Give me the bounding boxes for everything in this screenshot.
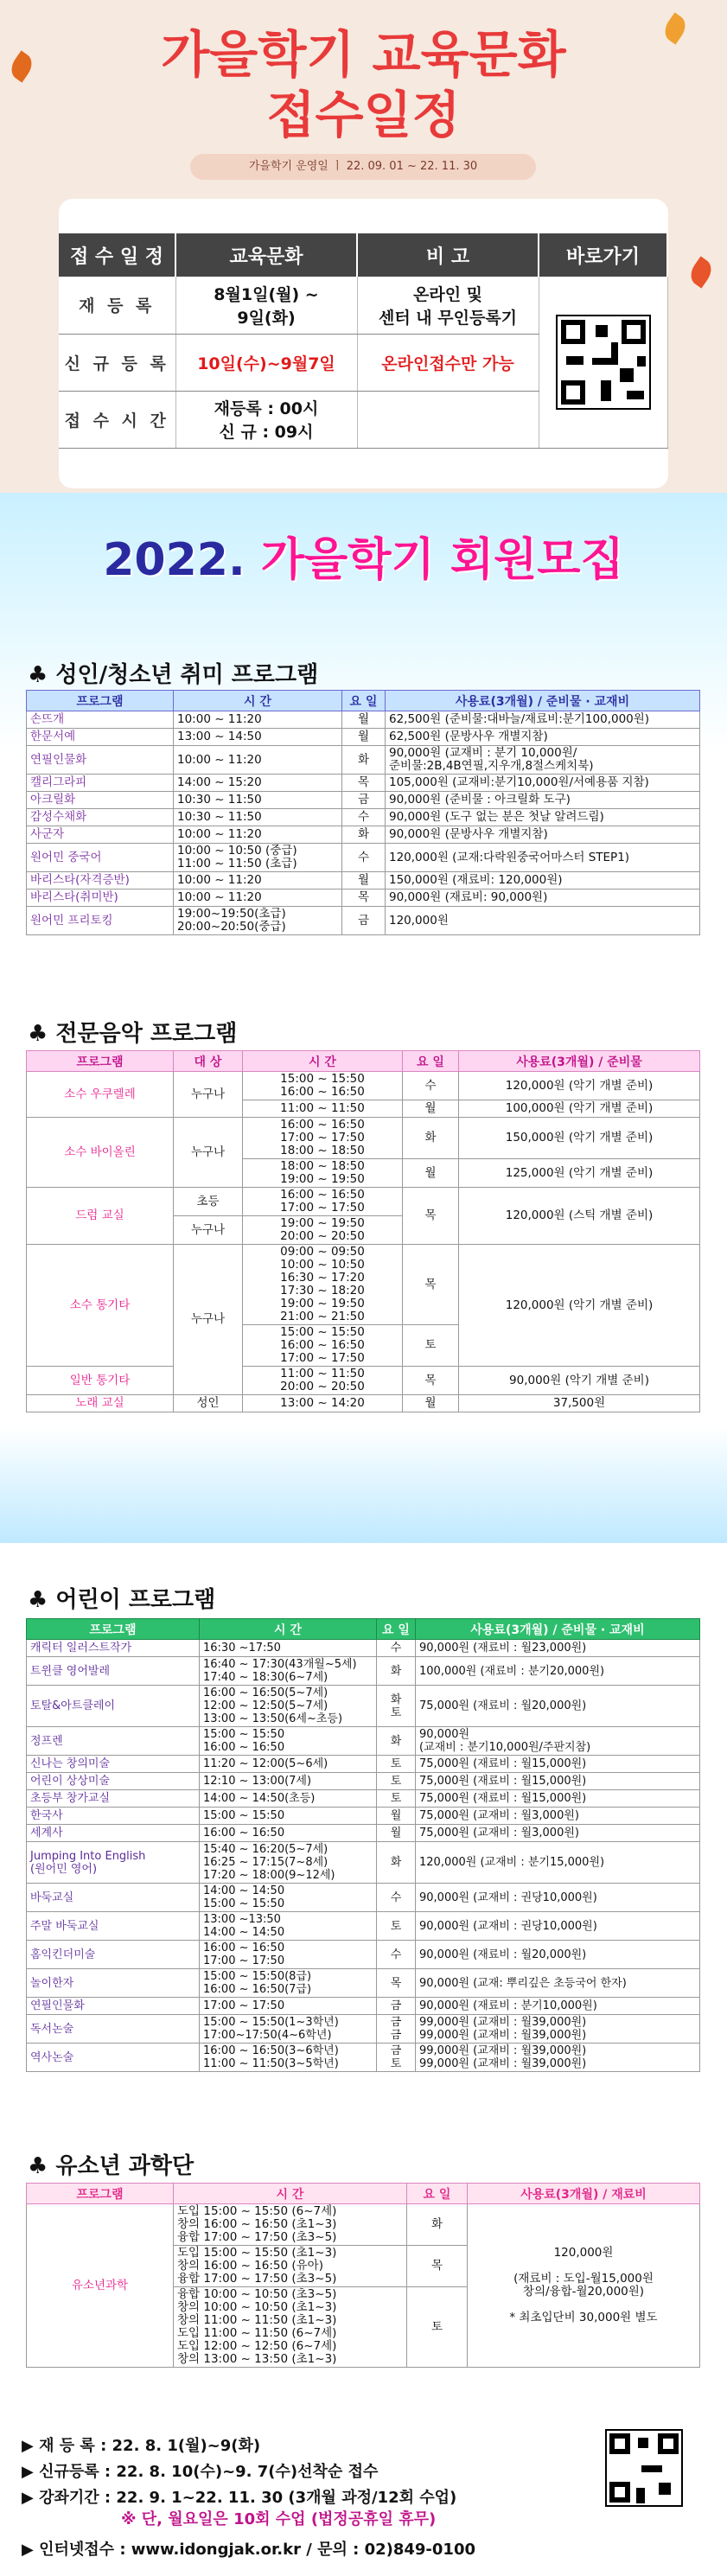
col-header: 사용료(3개월) / 준비물 · 교재비 xyxy=(416,1619,700,1640)
fee: 90,000원 (재료비 : 분기10,000원) xyxy=(416,1998,700,2015)
edu-date: 10일(수)~9월7일 xyxy=(175,334,357,391)
fee: 120,000원 (교재비 : 분기15,000원) xyxy=(416,1842,700,1884)
time: 18:00 ~ 18:50 19:00 ~ 19:50 xyxy=(243,1159,403,1188)
fee: 90,000원 (준비물 : 아크릴화 도구) xyxy=(386,792,700,809)
table-row xyxy=(27,844,700,872)
footer-line: ※ 단, 월요일은 10회 수업 (법정공휴일 휴무) xyxy=(121,2510,437,2528)
program-name: 연필인물화 xyxy=(27,1998,200,2015)
day: 월 xyxy=(377,1825,416,1842)
fee: 150,000원 (재료비: 120,000원) xyxy=(386,872,700,889)
table-row xyxy=(27,1941,700,1969)
col-header: 교육문화 xyxy=(175,233,357,277)
fee: 90,000원 (교재: 뿌리깊은 초등국어 한자) xyxy=(416,1969,700,1998)
program-name: 노래 교실 xyxy=(27,1395,174,1412)
fee: 62,500원 (준비물:대바늘/재료비:분기100,000원) xyxy=(386,711,700,729)
day: 화 xyxy=(342,826,386,844)
fee: 37,500원 xyxy=(459,1395,700,1412)
time: 09:00 ~ 09:50 10:00 ~ 10:50 16:30 ~ 17:20 17:30 ~ 18:20 19:00 ~ 19:50 21:00 ~ 21:50 xyxy=(243,1245,403,1325)
table-row xyxy=(27,889,700,907)
table-row xyxy=(27,792,700,809)
fee: 75,000원 (재료비 : 월15,000원) xyxy=(416,1756,700,1773)
day: 화 xyxy=(377,1842,416,1884)
table-row xyxy=(27,826,700,844)
table-row xyxy=(27,1998,700,2015)
day: 월 xyxy=(377,1808,416,1825)
edu-date: 재등록 : 00시 신 규 : 09시 xyxy=(175,391,357,448)
program-name: 소수 우쿠렐레 xyxy=(27,1072,174,1118)
target: 누구나 xyxy=(174,1118,243,1188)
time: 19:00~19:50(초급) 20:00~20:50(중급) xyxy=(174,907,342,935)
time: 16:00 ~ 16:50 17:00 ~ 17:50 xyxy=(243,1188,403,1216)
day: 수 xyxy=(342,809,386,826)
time: 15:40 ~ 16:20(5~7세) 16:25 ~ 17:15(7~8세) 17:20 ~ 18:00(9~12세) xyxy=(200,1842,377,1884)
day: 화 토 xyxy=(377,1686,416,1727)
semester-period: 가을학기 운영일 ㅣ 22. 09. 01 ~ 22. 11. 30 xyxy=(190,154,536,180)
time: 10:00 ~ 10:50 (중급) 11:00 ~ 11:50 (초급) xyxy=(174,844,342,872)
day: 토 xyxy=(403,1325,459,1367)
table-row xyxy=(27,2015,700,2044)
fee: 99,000원 (교재비 : 월39,000원) 99,000원 (교재비 : 월39,000원) xyxy=(416,2015,700,2044)
day: 목 xyxy=(407,2246,468,2287)
program-name: 놀이한자 xyxy=(27,1969,200,1998)
table-row xyxy=(27,1969,700,1998)
time: 14:00 ~ 14:50(초등) xyxy=(200,1790,377,1808)
day: 목 xyxy=(342,889,386,907)
day: 화 xyxy=(342,746,386,775)
day: 화 xyxy=(407,2204,468,2246)
col-header: 프로그램 xyxy=(27,691,174,711)
col-header: 요 일 xyxy=(342,691,386,711)
row-label: 접 수 시 간 xyxy=(59,391,175,448)
fee: 90,000원 (재료비: 90,000원) xyxy=(386,889,700,907)
kids-table xyxy=(26,1618,700,2072)
table-row xyxy=(27,1727,700,1756)
day: 토 xyxy=(407,2287,468,2368)
music-table xyxy=(26,1050,700,1412)
time: 도입 15:00 ~ 15:50 (초1~3) 창의 16:00 ~ 16:50 (유아) 융합 17:00 ~ 17:50 (초3~5) xyxy=(174,2246,407,2287)
day: 목 xyxy=(403,1188,459,1245)
program-name: 소수 통기타 xyxy=(27,1245,174,1367)
time: 16:00 ~ 16:50(5~7세) 12:00 ~ 12:50(5~7세) 13:00 ~ 13:50(6세~초등) xyxy=(200,1686,377,1727)
fee: 90,000원 (도구 없는 분은 첫날 알려드림) xyxy=(386,809,700,826)
day: 월 xyxy=(342,711,386,729)
day: 목 xyxy=(377,1969,416,1998)
target: 누구나 xyxy=(174,1216,243,1245)
registration-table xyxy=(59,233,668,449)
program-name: 연필인물화 xyxy=(27,746,174,775)
kids-heading: ♣ 어린이 프로그램 xyxy=(28,1587,216,1613)
day: 토 xyxy=(377,1773,416,1790)
time: 12:10 ~ 13:00(7세) xyxy=(200,1773,377,1790)
col-header: 비 고 xyxy=(357,233,539,277)
table-row xyxy=(27,1773,700,1790)
program-name: 신나는 창의미술 xyxy=(27,1756,200,1773)
day: 화 xyxy=(377,1657,416,1686)
time: 도입 15:00 ~ 15:50 (6~7세) 창의 16:00 ~ 16:50 (초1~3) 융합 17:00 ~ 17:50 (초3~5) xyxy=(174,2204,407,2246)
time: 16:00 ~ 16:50 17:00 ~ 17:50 18:00 ~ 18:50 xyxy=(243,1118,403,1159)
program-name: 초등부 창가교실 xyxy=(27,1790,200,1808)
time: 11:00 ~ 11:50 20:00 ~ 20:50 xyxy=(243,1367,403,1395)
col-header: 바로가기 xyxy=(539,233,667,277)
adult-table xyxy=(26,690,700,935)
time: 14:00 ~ 14:50 15:00 ~ 15:50 xyxy=(200,1884,377,1912)
time: 15:00 ~ 15:50 xyxy=(200,1808,377,1825)
time: 15:00 ~ 15:50 16:00 ~ 16:50 xyxy=(200,1727,377,1756)
col-header: 시 간 xyxy=(200,1619,377,1640)
time: 10:00 ~ 11:20 xyxy=(174,711,342,729)
day: 토 xyxy=(377,1912,416,1941)
col-header: 요 일 xyxy=(407,2184,468,2204)
target: 초등 xyxy=(174,1188,243,1216)
fee: 90,000원 (교재비 : 분기10,000원/주판지참) xyxy=(416,1727,700,1756)
program-name: 유소년과학 xyxy=(27,2204,174,2368)
table-row xyxy=(27,775,700,792)
time: 16:00 ~ 16:50 xyxy=(200,1825,377,1842)
target: 누구나 xyxy=(174,1245,243,1395)
qr-code-icon[interactable] xyxy=(605,2429,683,2507)
col-header: 시 간 xyxy=(243,1051,403,1072)
day: 수 xyxy=(377,1941,416,1969)
time: 11:00 ~ 11:50 xyxy=(243,1100,403,1118)
program-name: 트윈클 영어발레 xyxy=(27,1657,200,1686)
program-name: 감성수채화 xyxy=(27,809,174,826)
program-name: 바둑교실 xyxy=(27,1884,200,1912)
table-row xyxy=(27,1640,700,1657)
program-name: 캐릭터 일러스트작가 xyxy=(27,1640,200,1657)
time: 13:00 ~13:50 14:00 ~ 14:50 xyxy=(200,1912,377,1941)
program-name: 소수 바이올린 xyxy=(27,1118,174,1188)
science-heading: ♣ 유소년 과학단 xyxy=(28,2153,195,2179)
table-row xyxy=(27,746,700,775)
fee: 120,000원 (악기 개별 준비) xyxy=(459,1245,700,1367)
time: 10:00 ~ 11:20 xyxy=(174,889,342,907)
time: 19:00 ~ 19:50 20:00 ~ 20:50 xyxy=(243,1216,403,1245)
page-title: 가을학기 교육문화 접수일정 xyxy=(161,25,566,144)
day: 금 xyxy=(377,1998,416,2015)
fee: 75,000원 (재료비 : 월20,000원) xyxy=(416,1686,700,1727)
program-name: 주말 바둑교실 xyxy=(27,1912,200,1941)
time: 10:30 ~ 11:50 xyxy=(174,809,342,826)
fee: 62,500원 (문방사우 개별지참) xyxy=(386,729,700,746)
fee: 120,000원 (스틱 개별 준비) xyxy=(459,1188,700,1245)
fee: 75,000원 (교재비 : 월3,000원) xyxy=(416,1825,700,1842)
program-name: 드럼 교실 xyxy=(27,1188,174,1245)
col-header: 대 상 xyxy=(174,1051,243,1072)
day: 월 xyxy=(403,1395,459,1412)
table-row xyxy=(27,1808,700,1825)
fee: 120,000원 (악기 개별 준비) xyxy=(459,1072,700,1100)
time: 10:30 ~ 11:50 xyxy=(174,792,342,809)
day: 금 xyxy=(342,792,386,809)
target: 누구나 xyxy=(174,1072,243,1118)
program-name: 역사논술 xyxy=(27,2044,200,2072)
time: 16:30 ~17:50 xyxy=(200,1640,377,1657)
time: 11:20 ~ 12:00(5~6세) xyxy=(200,1756,377,1773)
day: 수 xyxy=(342,844,386,872)
table-row xyxy=(27,1912,700,1941)
time: 10:00 ~ 11:20 xyxy=(174,826,342,844)
program-name: 원어민 중국어 xyxy=(27,844,174,872)
program-name: Jumping Into English (원어민 영어) xyxy=(27,1842,200,1884)
program-name: 정프렌 xyxy=(27,1727,200,1756)
table-row xyxy=(27,1884,700,1912)
table-row xyxy=(27,2044,700,2072)
fee: 90,000원 (교재비 : 분기 10,000원/ 준비물:2B,4B연필,지우개,8절스케치북) xyxy=(386,746,700,775)
footer-line: ▶ 재 등 록 : 22. 8. 1(월)~9(화) xyxy=(22,2437,261,2455)
time: 16:40 ~ 17:30(43개월~5세) 17:40 ~ 18:30(6~7세) xyxy=(200,1657,377,1686)
note: 온라인 및 센터 내 무인등록기 xyxy=(357,277,539,334)
table-row xyxy=(27,1790,700,1808)
time: 17:00 ~ 17:50 xyxy=(200,1998,377,2015)
program-name: 일반 통기타 xyxy=(27,1367,174,1395)
table-row xyxy=(27,809,700,826)
time: 융합 10:00 ~ 10:50 (초3~5) 창의 10:00 ~ 10:50 (초1~3) 창의 11:00 ~ 11:50 (초1~3) 도입 11:00 ~ 11:50 (6~7세) 도입 12:00 ~ 12:50 (6~7세) 창의 13:00 ~ 13:50 (초1~3) xyxy=(174,2287,407,2368)
program-name: 한국사 xyxy=(27,1808,200,1825)
time: 13:00 ~ 14:20 xyxy=(243,1395,403,1412)
program-name: 세계사 xyxy=(27,1825,200,1842)
fee: 150,000원 (악기 개별 준비) xyxy=(459,1118,700,1159)
time: 10:00 ~ 11:20 xyxy=(174,872,342,889)
time: 13:00 ~ 14:50 xyxy=(174,729,342,746)
music-heading: ♣ 전문음악 프로그램 xyxy=(28,1021,238,1047)
fee: 90,000원 (교재비 : 권당10,000원) xyxy=(416,1912,700,1941)
program-name: 원어민 프리토킹 xyxy=(27,907,174,935)
time: 15:00 ~ 15:50(8급) 16:00 ~ 16:50(7급) xyxy=(200,1969,377,1998)
col-header: 요 일 xyxy=(377,1619,416,1640)
day: 금 xyxy=(342,907,386,935)
program-name: 바리스타(취미반) xyxy=(27,889,174,907)
fee: 120,000원 (재료비 : 도입-월15,000원 창의/융합-월20,000원) * 최초입단비 30,000원 별도 xyxy=(468,2204,700,2368)
time: 15:00 ~ 15:50 16:00 ~ 16:50 17:00 ~ 17:50 xyxy=(243,1325,403,1367)
time: 16:00 ~ 16:50(3~6학년) 11:00 ~ 11:50(3~5학년) xyxy=(200,2044,377,2072)
table-row xyxy=(27,711,700,729)
table-row xyxy=(27,729,700,746)
day: 목 xyxy=(342,775,386,792)
day: 목 xyxy=(403,1245,459,1325)
fee: 75,000원 (재료비 : 월15,000원) xyxy=(416,1773,700,1790)
col-header: 시 간 xyxy=(174,2184,407,2204)
day: 화 xyxy=(403,1118,459,1159)
day: 토 xyxy=(377,1790,416,1808)
footer-line[interactable]: ▶ 인터넷접수 : www.idongjak.or.kr / 문의 : 02)849-0100 xyxy=(22,2541,475,2559)
fee: 100,000원 (악기 개별 준비) xyxy=(459,1100,700,1118)
col-header: 시 간 xyxy=(174,691,342,711)
table-row xyxy=(27,1657,700,1686)
day: 목 xyxy=(403,1367,459,1395)
table-row xyxy=(27,1686,700,1727)
program-name: 바리스타(자격증반) xyxy=(27,872,174,889)
table-row xyxy=(27,907,700,935)
fee: 90,000원 (교재비 : 권당10,000원) xyxy=(416,1884,700,1912)
day: 월 xyxy=(342,729,386,746)
fee: 90,000원 (재료비 : 월20,000원) xyxy=(416,1941,700,1969)
time: 16:00 ~ 16:50 17:00 ~ 17:50 xyxy=(200,1941,377,1969)
fee: 90,000원 (재료비 : 월23,000원) xyxy=(416,1640,700,1657)
day: 수 xyxy=(377,1884,416,1912)
fee: 99,000원 (교재비 : 월39,000원) 99,000원 (교재비 : 월39,000원) xyxy=(416,2044,700,2072)
program-name: 토탈&아트클레이 xyxy=(27,1686,200,1727)
time: 15:00 ~ 15:50(1~3학년) 17:00~17:50(4~6학년) xyxy=(200,2015,377,2044)
program-name: 독서논술 xyxy=(27,2015,200,2044)
fee: 100,000원 (재료비 : 분기20,000원) xyxy=(416,1657,700,1686)
fee: 75,000원 (재료비 : 월15,000원) xyxy=(416,1790,700,1808)
footer-line: ▶ 강좌기간 : 22. 9. 1~22. 11. 30 (3개월 과정/12회 수업) xyxy=(22,2489,457,2507)
fee: 90,000원 (악기 개별 준비) xyxy=(459,1367,700,1395)
col-header: 사용료(3개월) / 준비물 xyxy=(459,1051,700,1072)
table-row xyxy=(27,1842,700,1884)
note xyxy=(357,391,539,448)
note: 온라인접수만 가능 xyxy=(357,334,539,391)
program-name: 아크릴화 xyxy=(27,792,174,809)
table-row xyxy=(27,872,700,889)
col-header: 사용료(3개월) / 재료비 xyxy=(468,2184,700,2204)
col-header: 프로그램 xyxy=(27,1619,200,1640)
row-label: 재 등 록 xyxy=(59,277,175,334)
col-header: 요 일 xyxy=(403,1051,459,1072)
time: 14:00 ~ 15:20 xyxy=(174,775,342,792)
qr-code-icon[interactable] xyxy=(556,315,651,410)
day: 금 토 xyxy=(377,2044,416,2072)
col-header: 사용료(3개월) / 준비물 · 교재비 xyxy=(386,691,700,711)
fee: 90,000원 (문방사우 개별지참) xyxy=(386,826,700,844)
program-name: 홈익킨더미술 xyxy=(27,1941,200,1969)
day: 수 xyxy=(377,1640,416,1657)
time: 15:00 ~ 15:50 16:00 ~ 16:50 xyxy=(243,1072,403,1100)
footer-line: ▶ 신규등록 : 22. 8. 10(수)~9. 7(수)선착순 접수 xyxy=(22,2463,379,2481)
program-name: 손뜨개 xyxy=(27,711,174,729)
maple-leaf-icon xyxy=(686,256,716,288)
time: 10:00 ~ 11:20 xyxy=(174,746,342,775)
qr-cell xyxy=(539,277,667,448)
program-name: 한문서예 xyxy=(27,729,174,746)
day: 토 xyxy=(377,1756,416,1773)
fee: 120,000원 xyxy=(386,907,700,935)
program-name: 어린이 상상미술 xyxy=(27,1773,200,1790)
col-header: 프로그램 xyxy=(27,1051,174,1072)
day: 수 xyxy=(403,1072,459,1100)
col-header: 접 수 일 정 xyxy=(59,233,175,277)
edu-date: 8월1일(월) ~ 9일(화) xyxy=(175,277,357,334)
day: 금 금 xyxy=(377,2015,416,2044)
col-header: 프로그램 xyxy=(27,2184,174,2204)
day: 화 xyxy=(377,1727,416,1756)
target: 성인 xyxy=(174,1395,243,1412)
science-table xyxy=(26,2183,700,2368)
day: 월 xyxy=(403,1159,459,1188)
fee: 75,000원 (교재비 : 월3,000원) xyxy=(416,1808,700,1825)
fee: 120,000원 (교재:다락원중국어마스터 STEP1) xyxy=(386,844,700,872)
row-label: 신 규 등 록 xyxy=(59,334,175,391)
fee: 125,000원 (악기 개별 준비) xyxy=(459,1159,700,1188)
adult-heading: ♣ 성인/청소년 취미 프로그램 xyxy=(28,662,319,688)
recruit-banner: 2022. 가을학기 회원모집 xyxy=(103,534,624,586)
program-name: 캘리그라피 xyxy=(27,775,174,792)
day: 월 xyxy=(342,872,386,889)
table-row xyxy=(27,1825,700,1842)
fee: 105,000원 (교재비:분기10,000원/서예용품 지참) xyxy=(386,775,700,792)
program-name: 사군자 xyxy=(27,826,174,844)
day: 월 xyxy=(403,1100,459,1118)
table-row xyxy=(27,1756,700,1773)
